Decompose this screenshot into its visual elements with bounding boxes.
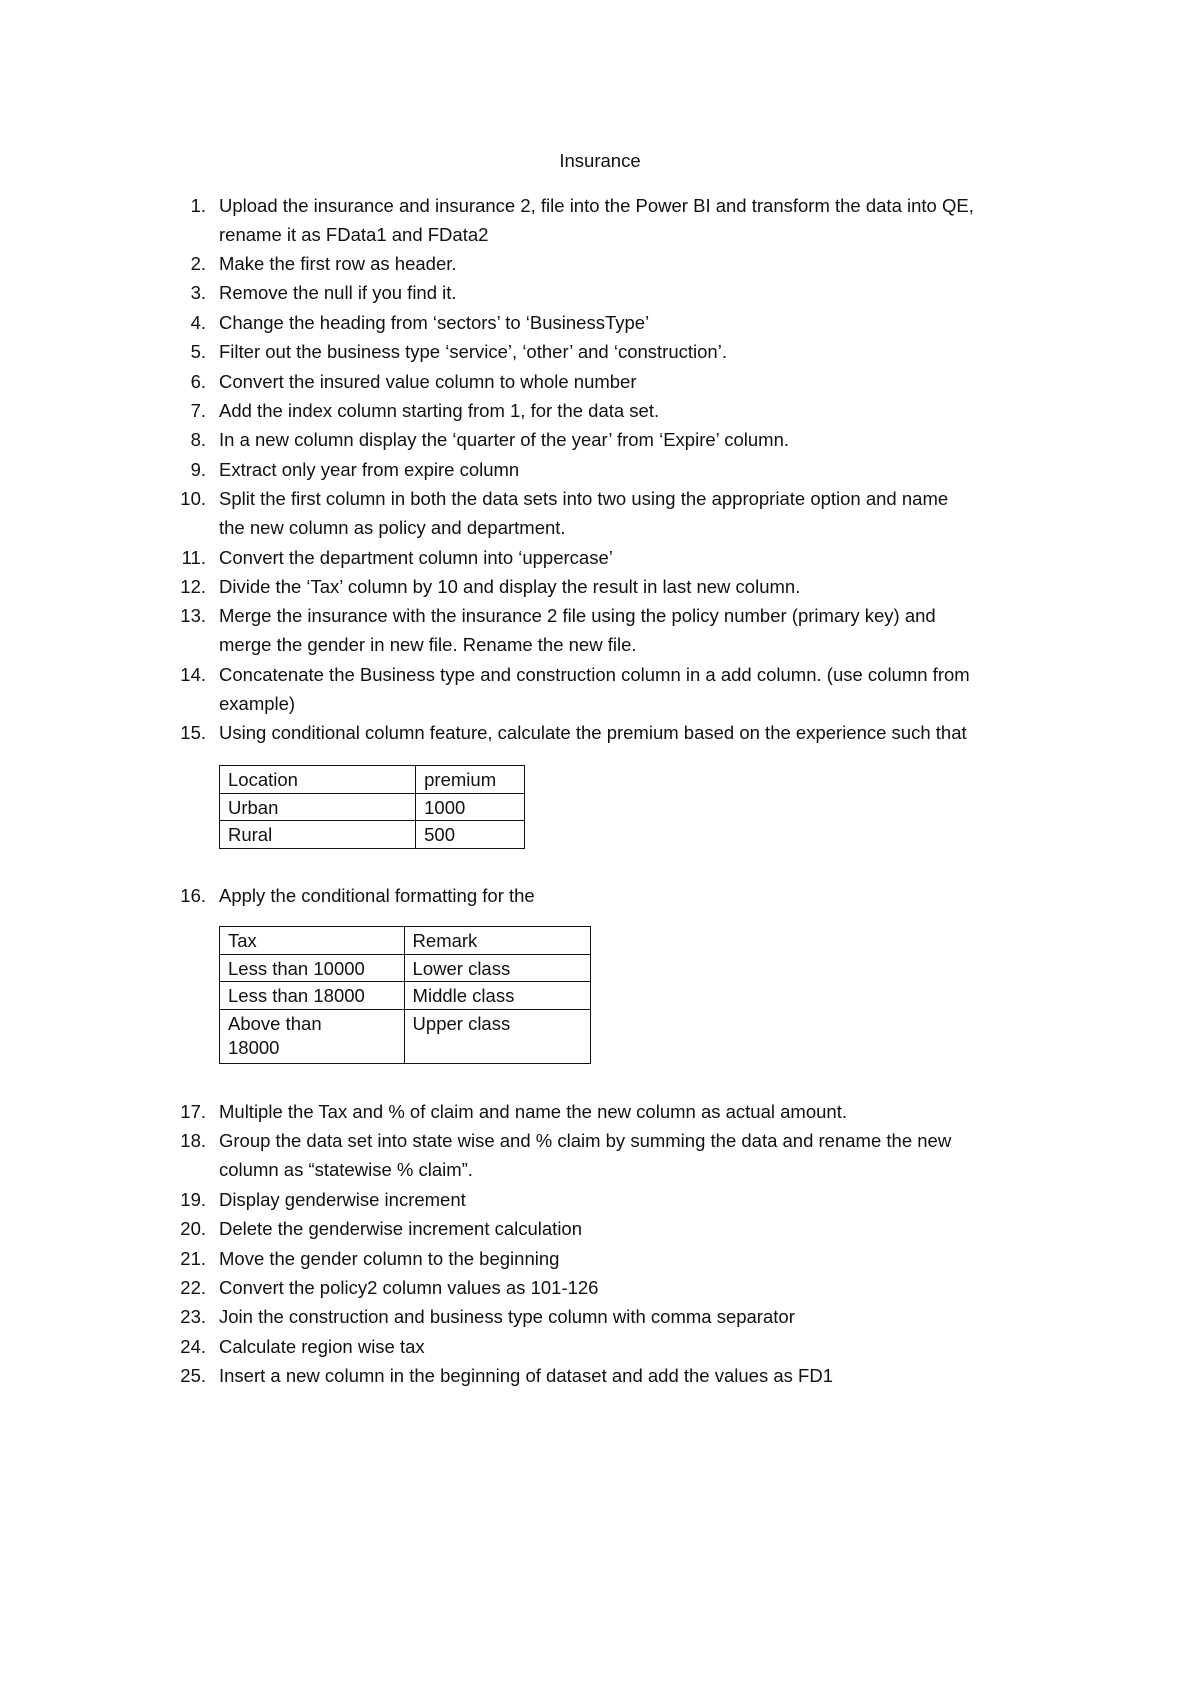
item-text: Delete the genderwise increment calculation bbox=[219, 1218, 583, 1239]
table-cell: Rural bbox=[220, 821, 416, 849]
table-cell: Upper class bbox=[404, 1009, 590, 1063]
item-text bbox=[219, 660, 1059, 719]
item-number: 14. bbox=[180, 664, 206, 685]
table-header-row bbox=[220, 766, 525, 794]
item-number: 8. bbox=[190, 429, 206, 450]
item-number: 9. bbox=[190, 459, 206, 480]
item-text: Filter out the business type ‘service’, ‘other’ and ‘construction’. bbox=[219, 341, 727, 362]
table-row bbox=[220, 954, 591, 982]
item-number: 11. bbox=[181, 547, 206, 568]
table-cell: 500 bbox=[416, 821, 525, 849]
item-number: 18. bbox=[180, 1130, 206, 1151]
item-number: 20. bbox=[180, 1218, 206, 1239]
item-text: Display genderwise increment bbox=[219, 1189, 466, 1210]
item-number: 4. bbox=[190, 312, 206, 333]
item-number: 23. bbox=[180, 1306, 206, 1327]
item-text: In a new column display the ‘quarter of the year’ from ‘Expire’ column. bbox=[219, 429, 789, 450]
item-line: Group the data set into state wise and % claim by summing the data and rename the new bbox=[219, 1130, 952, 1151]
item-text: Insert a new column in the beginning of dataset and add the values as FD1 bbox=[219, 1365, 833, 1386]
table-cell: 1000 bbox=[416, 793, 525, 821]
tax-table bbox=[219, 926, 591, 1064]
table-cell: Less than 18000 bbox=[220, 982, 405, 1010]
item-line: example) bbox=[219, 693, 296, 715]
item-number: 7. bbox=[190, 400, 206, 421]
item-text: Extract only year from expire column bbox=[219, 459, 520, 480]
item-text: Add the index column starting from 1, for the data set. bbox=[219, 400, 660, 421]
item-line: the new column as policy and department. bbox=[219, 517, 566, 539]
item-number: 21. bbox=[180, 1248, 206, 1269]
table-header-row bbox=[220, 927, 591, 955]
table-cell: Middle class bbox=[404, 982, 590, 1010]
item-number: 19. bbox=[180, 1189, 206, 1210]
table-cell: Lower class bbox=[404, 954, 590, 982]
item-text bbox=[219, 484, 1059, 543]
item-line: Upload the insurance and insurance 2, file into the Power BI and transform the data into QE, bbox=[219, 195, 974, 216]
item-number: 1. bbox=[190, 195, 206, 216]
table-row bbox=[220, 982, 591, 1010]
item-number: 24. bbox=[180, 1336, 206, 1357]
table-header-cell: Location bbox=[220, 766, 416, 794]
item-text: Make the first row as header. bbox=[219, 253, 457, 274]
table-row bbox=[220, 1009, 591, 1063]
item-text: Convert the policy2 column values as 101-126 bbox=[219, 1277, 599, 1298]
table-header-cell: premium bbox=[416, 766, 525, 794]
item-line: column as “statewise % claim”. bbox=[219, 1159, 473, 1181]
item-text: Multiple the Tax and % of claim and name the new column as actual amount. bbox=[219, 1101, 847, 1122]
item-text: Divide the ‘Tax’ column by 10 and display the result in last new column. bbox=[219, 576, 801, 597]
table-row bbox=[220, 821, 525, 849]
item-number: 10. bbox=[180, 488, 206, 509]
item-number: 12. bbox=[180, 576, 206, 597]
item-number: 5. bbox=[190, 341, 206, 362]
item-line: Concatenate the Business type and construction column in a add column. (use column from bbox=[219, 664, 970, 685]
item-line: Merge the insurance with the insurance 2 file using the policy number (primary key) and bbox=[219, 605, 936, 626]
table-header-cell: Remark bbox=[404, 927, 590, 955]
table-cell: Less than 10000 bbox=[220, 954, 405, 982]
document-title: Insurance bbox=[559, 150, 641, 171]
table-cell: Urban bbox=[220, 793, 416, 821]
item-text bbox=[219, 1126, 1059, 1185]
item-text bbox=[219, 191, 1059, 250]
item-line: rename it as FData1 and FData2 bbox=[219, 224, 489, 246]
item-text: Remove the null if you find it. bbox=[219, 282, 457, 303]
item-text bbox=[219, 601, 1059, 660]
item-text: Apply the conditional formatting for the bbox=[219, 885, 535, 906]
item-text: Move the gender column to the beginning bbox=[219, 1248, 560, 1269]
item-number: 17. bbox=[180, 1101, 206, 1122]
item-number: 16. bbox=[180, 885, 206, 906]
item-text: Convert the department column into ‘uppercase’ bbox=[219, 547, 613, 568]
table-cell: Above than 18000 bbox=[220, 1009, 405, 1063]
item-text: Change the heading from ‘sectors’ to ‘BusinessType’ bbox=[219, 312, 650, 333]
table-row bbox=[220, 793, 525, 821]
premium-table bbox=[219, 765, 525, 849]
item-number: 6. bbox=[190, 371, 206, 392]
item-number: 2. bbox=[190, 253, 206, 274]
item-text: Join the construction and business type column with comma separator bbox=[219, 1306, 795, 1327]
item-number: 3. bbox=[190, 282, 206, 303]
item-number: 13. bbox=[180, 605, 206, 626]
item-line: merge the gender in new file. Rename the new file. bbox=[219, 634, 637, 656]
item-text: Convert the insured value column to whole number bbox=[219, 371, 637, 392]
item-text: Calculate region wise tax bbox=[219, 1336, 425, 1357]
item-text: Using conditional column feature, calculate the premium based on the experience such that bbox=[219, 722, 967, 743]
table-header-cell: Tax bbox=[220, 927, 405, 955]
item-number: 25. bbox=[180, 1365, 206, 1386]
item-number: 22. bbox=[180, 1277, 206, 1298]
item-line: Split the first column in both the data sets into two using the appropriate option and name bbox=[219, 488, 949, 509]
item-number: 15. bbox=[180, 722, 206, 743]
